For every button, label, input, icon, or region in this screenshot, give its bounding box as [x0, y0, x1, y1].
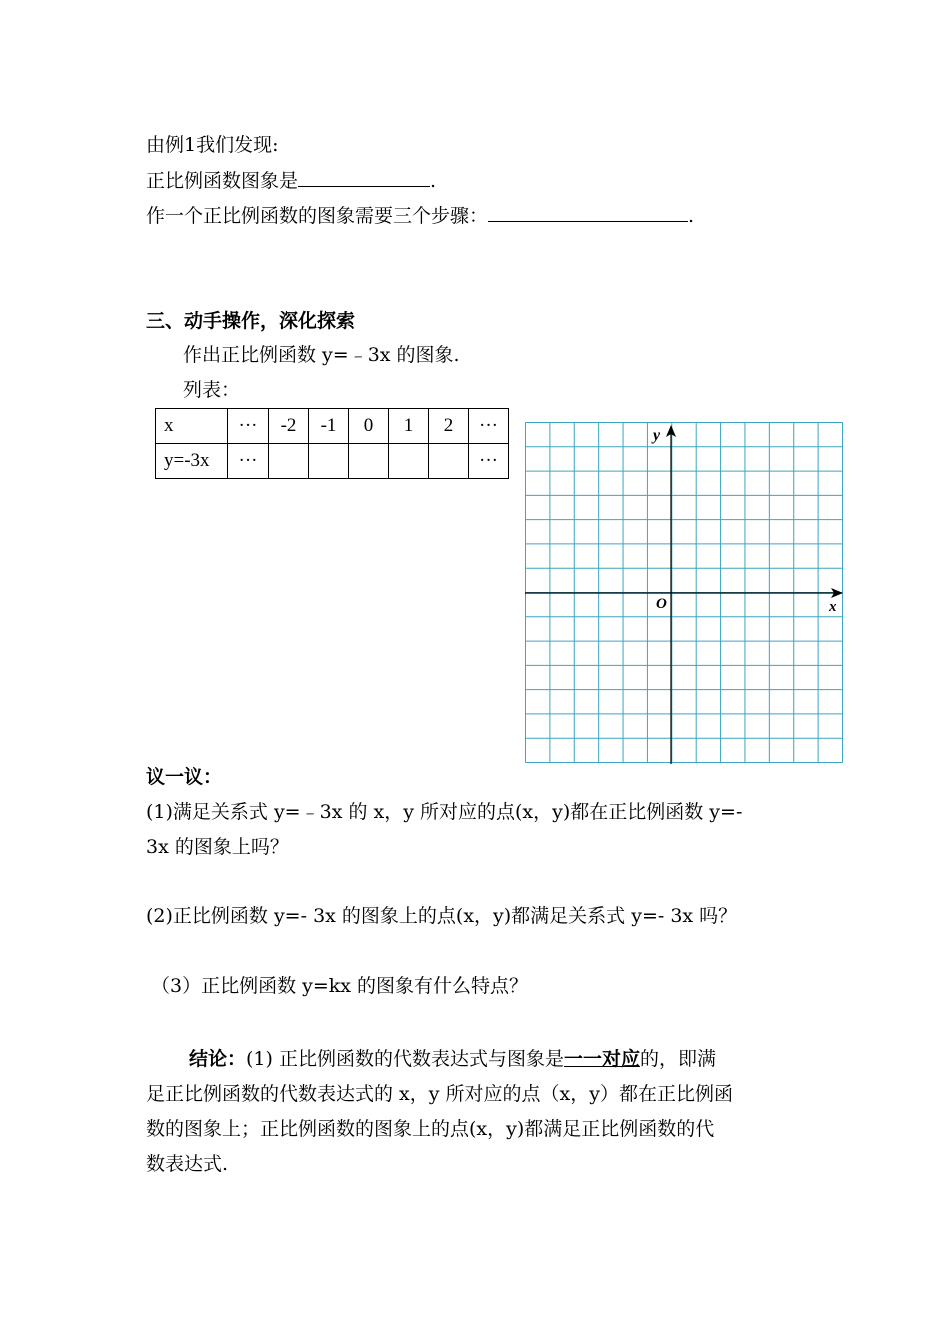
- table-label: 列表：: [183, 379, 241, 401]
- table-cell: ···: [228, 444, 269, 479]
- conclusion-label: 结论：: [189, 1048, 247, 1070]
- table-cell: y=-3x: [156, 444, 228, 479]
- question-1-line-2: 3x 的图象上吗？: [146, 836, 289, 858]
- table-input-cell[interactable]: [349, 444, 389, 479]
- table-cell: ···: [469, 444, 509, 479]
- table-cell: ···: [228, 409, 269, 444]
- conclusion-text-b: 的，即满: [640, 1048, 717, 1070]
- intro-line-2-end: .: [430, 170, 437, 192]
- intro-line-3: [146, 203, 694, 228]
- table-input-cell[interactable]: [309, 444, 349, 479]
- table-cell: 2: [429, 409, 469, 444]
- table-input-cell[interactable]: [269, 444, 309, 479]
- table-cell: -2: [269, 409, 309, 444]
- conclusion-line-1: [146, 1042, 816, 1077]
- section-heading: 三、动手操作，深化探索: [146, 310, 356, 332]
- conclusion-emphasis: 一一对应: [563, 1048, 640, 1070]
- table-cell: 1: [389, 409, 429, 444]
- intro-line-2: [146, 168, 436, 193]
- question-3: （3）正比例函数 y=kx 的图象有什么特点？: [151, 975, 529, 997]
- conclusion-paragraph: [146, 1042, 816, 1182]
- table-cell: 0: [349, 409, 389, 444]
- value-table: [155, 408, 509, 479]
- conclusion-line-2: 足正比例函数的代数表达式的 x，y 所对应的点（x，y）都在正比例函: [146, 1083, 733, 1105]
- intro-line-1: 由例1我们发现:: [146, 134, 279, 156]
- answer-blank-2[interactable]: [488, 203, 688, 222]
- table-cell: ···: [469, 409, 509, 444]
- conclusion-text-a: (1) 正比例函数的代数表达式与图象是: [246, 1048, 564, 1070]
- question-1-line-1: (1)满足关系式 y=﹣3x 的 x，y 所对应的点(x，y)都在正比例函数 y=-: [146, 801, 743, 823]
- question-2: (2)正比例函数 y=- 3x 的图象上的点(x，y)都满足关系式 y=- 3x 吗？: [146, 905, 738, 927]
- table-row-y: [156, 444, 509, 479]
- intro-line-3-text: 作一个正比例函数的图象需要三个步骤：: [146, 205, 489, 227]
- table-input-cell[interactable]: [429, 444, 469, 479]
- task-text: 作出正比例函数 y=﹣3x 的图象.: [183, 344, 460, 366]
- table-row-x: [156, 409, 509, 444]
- discussion-heading: 议一议：: [146, 766, 223, 788]
- answer-blank-1[interactable]: [298, 168, 430, 187]
- y-axis-label: y: [653, 427, 661, 444]
- table-input-cell[interactable]: [389, 444, 429, 479]
- x-axis-label: x: [829, 599, 837, 615]
- conclusion-line-4: 数表达式.: [146, 1153, 229, 1175]
- conclusion-line-3: 数的图象上；正比例函数的图象上的点(x，y)都满足正比例函数的代: [146, 1118, 715, 1140]
- table-cell: x: [156, 409, 228, 444]
- table-cell: -1: [309, 409, 349, 444]
- intro-line-2-text: 正比例函数图象是: [146, 170, 299, 192]
- intro-line-3-end: .: [688, 205, 695, 227]
- origin-label: O: [656, 596, 667, 612]
- coordinate-grid[interactable]: [525, 422, 845, 764]
